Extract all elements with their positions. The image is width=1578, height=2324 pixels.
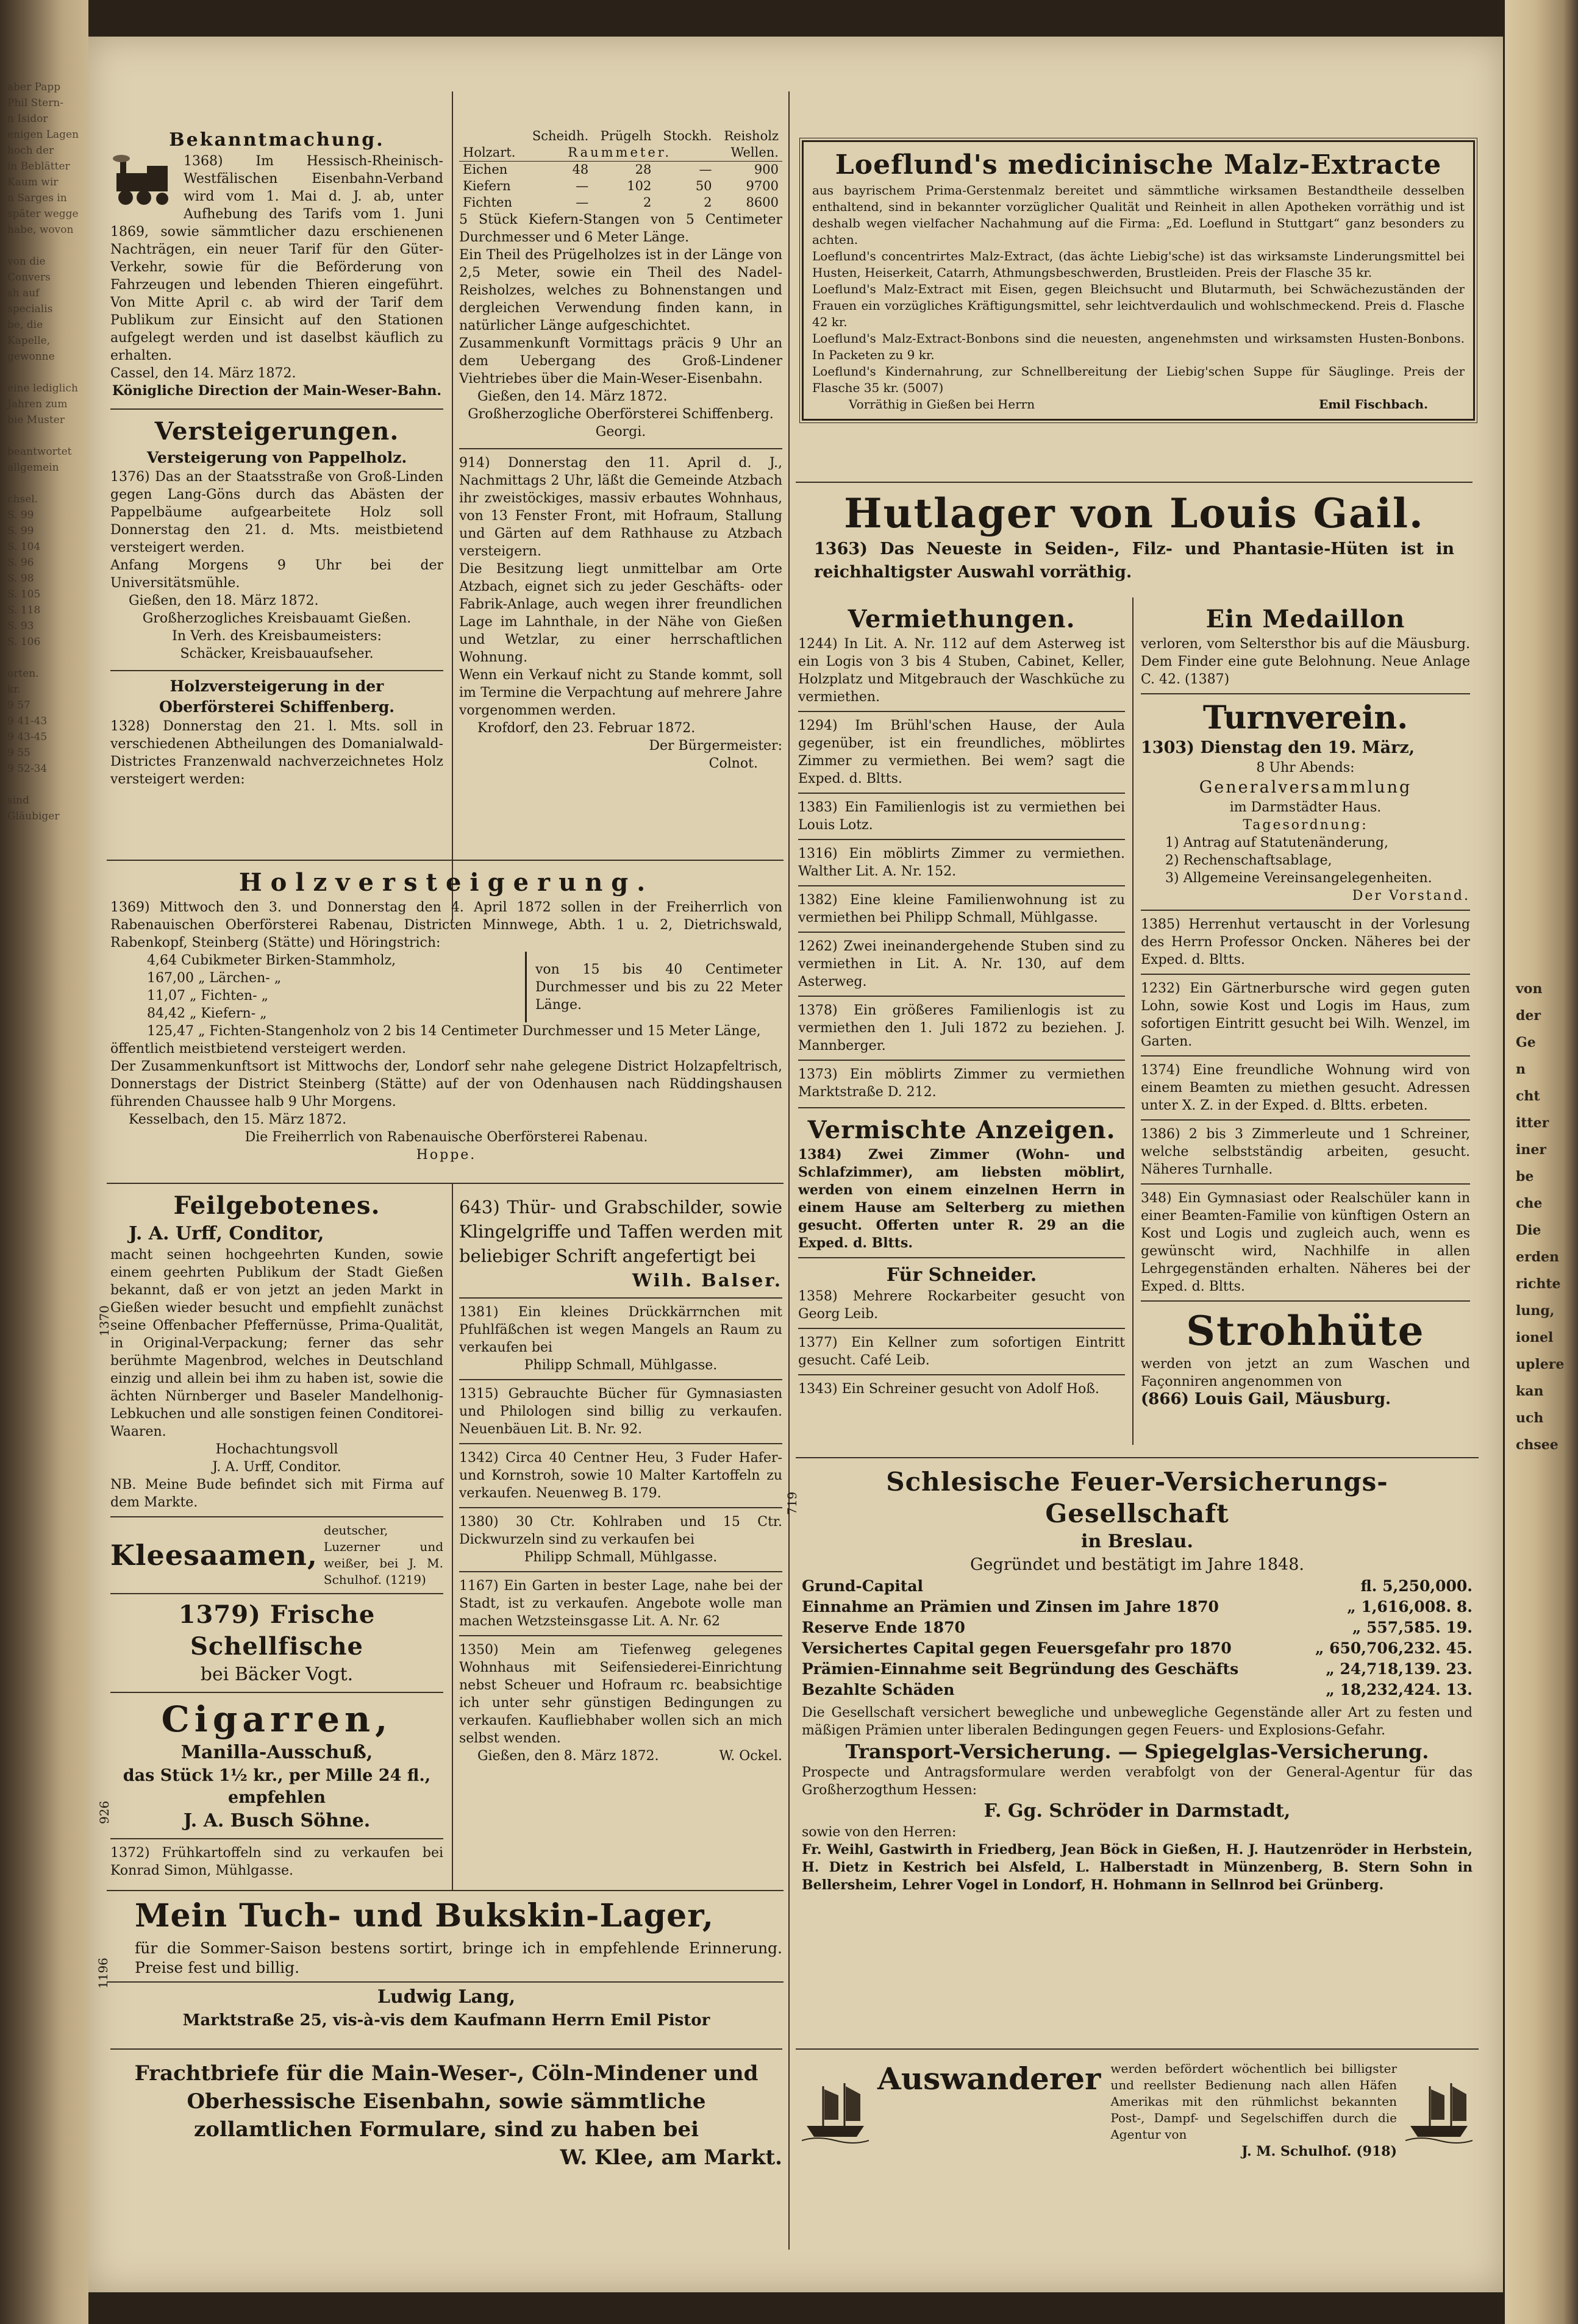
- ad-1350-date: Gießen, den 8. März 1872.: [477, 1748, 659, 1764]
- insurance-row-currency: „: [1347, 1598, 1356, 1616]
- holzversteigerung-list: [110, 952, 782, 1022]
- pappelholz-text: 1376) Das an der Staatsstraße von Groß-Linden gegen Lang-Göns durch das Abästen der Pappelbäume aufgearbeitete Holz soll Donnerstag den 21. d. Mts. meistbietend versteigert werden.: [110, 469, 443, 555]
- divider: [798, 793, 1125, 794]
- book-edge-right: [1505, 0, 1578, 2324]
- wood-after-table: 5 Stück Kiefern-Stangen von 5 Centimeter Durchmesser und 6 Meter Länge.: [459, 212, 782, 245]
- holzversteigerung-schiffenberg-text: 1328) Donnerstag den 21. l. Mts. soll in verschiedenen Abtheilungen des Domanialwald-Districtes Franzenwald nachverzeichnetes Holz versteigert werden:: [110, 719, 443, 787]
- section-rule: [107, 1981, 784, 1983]
- insurance-row: [802, 1617, 1473, 1638]
- divider: [1141, 1119, 1470, 1121]
- ad-1343: 1343) Ein Schreiner gesucht von Adolf Hoß.: [798, 1381, 1099, 1397]
- insurance-row-currency: „: [1352, 1619, 1362, 1636]
- table-cell: 9700: [746, 179, 779, 193]
- divider: [459, 1297, 782, 1299]
- table-cell: Kiefern: [463, 179, 511, 193]
- column-4: [1141, 604, 1470, 1408]
- section-rule: [107, 860, 784, 861]
- table-cell: —: [576, 179, 589, 193]
- insurance-row-label: Grund-Capital: [802, 1577, 924, 1595]
- pappelholz-signature: Großherzogliches Kreisbauamt Gießen.: [142, 611, 412, 626]
- urff-nb: NB. Meine Bude befindet sich mit Firma auf dem Markte.: [110, 1477, 443, 1510]
- ship-icon: [802, 2077, 869, 2144]
- ad-1316: 1316) Ein möblirts Zimmer zu vermiethen. Walther Lit. A. Nr. 152.: [798, 846, 1125, 879]
- fuer-schneider-heading: Für Schneider.: [886, 1264, 1037, 1286]
- ad-1383: 1383) Ein Familienlogis ist zu vermiethen bei Louis Lotz.: [798, 800, 1125, 833]
- divider: [110, 1593, 443, 1594]
- loeflund-footer: [812, 396, 1465, 413]
- column-2-bottom: [459, 1195, 782, 1765]
- ad-1378: 1378) Ein größeres Familienlogis ist zu vermiethen den 1. Juli 1872 zu beziehen. J. Mannberger.: [798, 1003, 1125, 1053]
- pappelholz-heading: Versteigerung von Pappelholz.: [146, 449, 407, 466]
- divider: [459, 448, 782, 449]
- atzbach-house-text-3: Wenn ein Verkauf nicht zu Stande kommt, soll im Termine die Verpachtung auf mehrere Jahre vorgenommen werden.: [459, 668, 782, 718]
- wood-table-header: [459, 128, 782, 144]
- auswanderer-heading: Auswanderer: [877, 2061, 1101, 2097]
- divider: [110, 1516, 443, 1517]
- urff-closing: Hochachtungsvoll: [215, 1442, 338, 1457]
- divider: [459, 1443, 782, 1444]
- turnverein-agenda-title: Tagesordnung:: [1243, 818, 1368, 833]
- insurance-text-3: sowie von den Herren:: [802, 1825, 957, 1840]
- divider: [1141, 693, 1470, 694]
- ad-1232: 1232) Ein Gärtnerbursche wird gegen guten Lohn, sowie Kost und Logis im Haus, zum sofortigen Eintritt gesucht bei Wilh. Wenzel, im Garten.: [1141, 981, 1470, 1049]
- wood-table: [459, 128, 782, 211]
- divider: [798, 839, 1125, 840]
- frachtbriefe-ad: [110, 2048, 782, 2172]
- vermiethungen-heading: Vermiethungen.: [848, 605, 1076, 633]
- holzversteigerung-signature-2: Hoppe.: [416, 1147, 477, 1163]
- insurance-row-label: Bezahlte Schäden: [802, 1681, 955, 1698]
- insurance-heading: Schlesische Feuer-Versicherungs-Gesellschaft: [886, 1467, 1388, 1528]
- auswanderer-signature: J. M. Schulhof. (918): [1241, 2144, 1397, 2159]
- ad-1294: 1294) Im Brühl'schen Hause, der Aula gegenüber, ist ein freundliches, möblirtes Zimmer zu vermiethen. Bei wem? sagt die Exped. d. Bltts.: [798, 718, 1125, 786]
- turnverein-time: 8 Uhr Abends:: [1256, 760, 1355, 775]
- pappelholz-signature-3: Schäcker, Kreisbauaufseher.: [180, 646, 374, 661]
- list-item: 1) Antrag auf Statutenänderung,: [1165, 835, 1388, 850]
- loeflund-ad: [802, 140, 1475, 421]
- ad-348: 348) Ein Gymnasiast oder Realschüler kann in einer Beamten-Familie von künftigen Ostern an Kost und Logis und zugleich auch, wenn es gewünscht wird, Nachhilfe in allen Lehrgegenständen erhalten. Näheres bei der Exped. d. Bltts.: [1141, 1191, 1470, 1294]
- column-rule: [1132, 597, 1134, 1445]
- kleesaamen-ad: [110, 1522, 443, 1588]
- insurance-row-label: Reserve Ende 1870: [802, 1619, 965, 1636]
- tuch-lager-footer: [110, 1985, 782, 2031]
- tuch-lager-address: Marktstraße 25, vis-à-vis dem Kaufmann Herrn Emil Pistor: [182, 2011, 710, 2030]
- insurance-agent: F. Gg. Schröder in Darmstadt,: [984, 1800, 1291, 1822]
- divider: [1141, 1183, 1470, 1185]
- list-item: Loeflund's Malz-Extract-Bonbons sind die neuesten, angenehmsten und wirksamsten Husten-Bonbons. In Packeten zu 9 kr.: [812, 331, 1465, 362]
- turnverein-place: im Darmstädter Haus.: [1229, 800, 1382, 815]
- holzversteigerung-heading: Holzversteigerung.: [238, 868, 654, 897]
- divider: [798, 1328, 1125, 1329]
- locomotive-icon: [110, 155, 177, 210]
- table-row: [459, 194, 782, 211]
- column-2-top: [459, 128, 782, 772]
- cigarren-signature: J. A. Busch Söhne.: [183, 1810, 371, 1831]
- grabschilder-text: 643) Thür- und Grabschilder, sowie Klingelgriffe und Taffen werden mit beliebiger Schrift angefertigt bei: [459, 1197, 782, 1266]
- divider: [110, 408, 443, 410]
- table-cell: 50: [695, 179, 712, 193]
- turnverein-generalversammlung: Generalversammlung: [1199, 778, 1412, 797]
- loeflund-footer-text: Vorräthig in Gießen bei Herrn: [849, 397, 1035, 412]
- list-item: 4,64 Cubikmeter Birken-Stammholz,: [147, 953, 396, 968]
- tuch-lager-name: Ludwig Lang,: [377, 1986, 516, 2008]
- atzbach-house-date: Krofdorf, den 23. Februar 1872.: [477, 721, 696, 736]
- ad-1380-signature: Philipp Schmall, Mühlgasse.: [524, 1550, 718, 1565]
- table-row: [459, 178, 782, 194]
- list-item: 84,42 „ Kiefern- „: [147, 1006, 267, 1021]
- feilgebotenes-heading: Feilgebotenes.: [173, 1191, 380, 1220]
- insurance-city: in Breslau.: [1081, 1531, 1193, 1552]
- tuch-lager-text: für die Sommer-Saison bestens sortirt, bringe ich in empfehlende Erinnerung. Preise fest und billig.: [135, 1939, 782, 1976]
- divider: [798, 1060, 1125, 1061]
- ad-1350-footer: [459, 1747, 782, 1765]
- atzbach-house-text-2: Die Besitzung liegt unmittelbar am Orte Atzbach, eignet sich zu jeder Geschäfts- oder Fabrik-Anlage, auch wegen ihrer freundlichen Lage im Lahnthale, in der Nähe von Gießen und Wetzlar, zu einer herrschaftlichen Wohnung.: [459, 561, 782, 665]
- divider: [459, 1507, 782, 1508]
- column-3: [798, 604, 1125, 1398]
- table-cell: —: [699, 162, 712, 177]
- ad-1350-signature: W. Ockel.: [719, 1748, 782, 1764]
- divider: [459, 1571, 782, 1572]
- table-row: [459, 162, 782, 179]
- divider: [798, 1107, 1125, 1108]
- cigarren-price: das Stück 1½ kr., per Mille 24 fl., empfehlen: [123, 1766, 431, 1807]
- strohhuete-text: werden von jetzt an zum Waschen und Façonniren angenommen von: [1141, 1356, 1470, 1389]
- insurance-founded: Gegründet und bestätigt im Jahre 1848.: [969, 1555, 1304, 1574]
- insurance-agents: Fr. Weihl, Gastwirth in Friedberg, Jean Böck in Gießen, H. J. Hautzenröder in Herbstein, H. Dietz in Kestrich bei Alsfeld, L. Halberstadt in Münzenberg, B. Stern Sohn in Bellersheim, Lehrer Vogel in Londorf, H. Hohmann in Sellnrod bei Grünberg.: [802, 1842, 1473, 1893]
- ad-1374: 1374) Eine freundliche Wohnung wird von einem Beamten zu miethen gesucht. Adressen unter X. Z. in der Exped. d. Bltts. erbeten.: [1141, 1063, 1470, 1113]
- ad-1358: 1358) Mehrere Rockarbeiter gesucht von Georg Leib.: [798, 1289, 1125, 1322]
- ad-number: 719: [785, 1491, 799, 1515]
- ad-1244: 1244) In Lit. A. Nr. 112 auf dem Asterweg ist ein Logis von 3 bis 4 Stuben, Cabinet, Keller, Holzplatz und Mitgebrauch der Waschküche zu vermiethen.: [798, 636, 1125, 705]
- insurance-text: Die Gesellschaft versichert bewegliche und unbewegliche Gegenstände aller Art zu festen und mäßigen Prämien unter liberalen Bedingungen gegen Feuers- und Explosions-Gefahr.: [802, 1705, 1473, 1738]
- pappelholz-date: Gießen, den 18. März 1872.: [129, 593, 319, 608]
- turnverein-heading: Turnverein.: [1202, 699, 1408, 736]
- urff-signature: J. A. Urff, Conditor.: [212, 1460, 341, 1475]
- column-rule: [788, 91, 790, 2250]
- adjacent-page-fragments-right: von der Ge n cht itter iner be che Die erden richte lung, ionel uplere kan uch chsee: [1516, 981, 1565, 1453]
- divider: [798, 1257, 1125, 1258]
- table-cell: Eichen: [463, 162, 508, 177]
- list-item: Loeflund's Malz-Extract mit Eisen, gegen Bleichsucht und Blutarmuth, bei Schwächezuständen der Frauen ein vorzügliches Kräftigungsmittel, sehr leichtverdaulich und wohlschmeckend. Preis d. Flasche 42 kr.: [812, 282, 1465, 329]
- wood-meeting: Zusammenkunft Vormittags präcis 9 Uhr an dem Uebergang des Groß-Lindener Viehtriebes über die Main-Weser-Eisenbahn.: [459, 336, 782, 387]
- table-cell: —: [576, 195, 589, 210]
- wood-note: Ein Theil des Prügelholzes ist in der Länge von 2,5 Meter, sowie ein Theil des Nadel-Reisholzes, welches zu Bohnenstangen und dergleichen Verwendung finden kann, in natürlicher Länge aufgeschichtet.: [459, 248, 782, 333]
- frachtbriefe-signature: W. Klee, am Markt.: [560, 2145, 782, 2170]
- insurance-row-currency: fl.: [1360, 1577, 1377, 1595]
- kleesaamen-text: deutscher, Luzerner und weißer, bei J. M. Schulhof. (1219): [323, 1523, 443, 1587]
- holzversteigerung-signature: Die Freiherrlich von Rabenauische Oberförsterei Rabenau.: [245, 1130, 648, 1145]
- list-item: 2) Rechenschaftsablage,: [1165, 853, 1332, 868]
- table-cell: 900: [754, 162, 779, 177]
- divider: [1141, 1055, 1470, 1057]
- adjacent-page-fragments: aber Papp Phil Stern- n Isidor enigen Lagen hoch der in Beblätter Kaum wir n Sarges in später wegge habe, wovon von die Convers sh auf specialis be, die Kapelle, gewonne eine lediglich Jahren zum bie Muster beantwortet allgemein chsel. S. 99 S. 99 S. 104 S. 96 S. 98 S. 105 S. 118 S. 93 S. 106 orten. kr. 9 57 9 41-43 9 43-45 9 55 9 52-34 sind Gläubiger: [7, 81, 79, 822]
- wood-table-subheader-cell: Holzart.: [463, 145, 516, 160]
- insurance-row-label: Einnahme an Prämien und Zinsen im Jahre 1870: [802, 1598, 1219, 1616]
- section-rule: [107, 1890, 784, 1891]
- divider: [798, 996, 1125, 997]
- divider: [1141, 910, 1470, 911]
- urff-heading: J. A. Urff, Conditor,: [129, 1223, 324, 1244]
- divider: [110, 670, 443, 671]
- wood-table-subheader-cell: Raummeter.: [568, 145, 672, 160]
- insurance-ad: [785, 1466, 1473, 1894]
- divider: [110, 1838, 443, 1839]
- insurance-row: [802, 1659, 1473, 1680]
- table-cell: Fichten: [463, 195, 512, 210]
- schellfische-heading: 1379) Frische Schellfische: [178, 1600, 376, 1661]
- ad-1377: 1377) Ein Kellner zum sofortigen Eintritt gesucht. Café Leib.: [798, 1335, 1125, 1368]
- loeflund-footer-signature: Emil Fischbach.: [1319, 397, 1428, 412]
- insurance-row-label: Versichertes Capital gegen Feuersgefahr pro 1870: [802, 1639, 1232, 1657]
- ad-number: 1196: [96, 1958, 110, 1989]
- insurance-row-currency: „: [1326, 1681, 1335, 1698]
- loeflund-heading: Loeflund's medicinische Malz-Extracte: [835, 149, 1442, 180]
- holzversteigerung-brace-note: von 15 bis 40 Centimeter Durchmesser und bis zu 22 Meter Länge.: [535, 961, 782, 1013]
- insurance-row: [802, 1597, 1473, 1617]
- divider: [110, 1692, 443, 1693]
- insurance-row-value: 557,585. 19.: [1366, 1619, 1473, 1636]
- hutlager-ad: [796, 482, 1473, 584]
- list-item: Loeflund's Kindernahrung, zur Schnellbereitung der Liebig'schen Suppe für Säuglinge. Preis der Flasche 35 kr. (5007): [812, 364, 1465, 395]
- cigarren-heading: Cigarren,: [161, 1698, 393, 1740]
- ad-1386: 1386) 2 bis 3 Zimmerleute und 1 Schreiner, welche selbstständig arbeiten, gesucht. Näheres Turnhalle.: [1141, 1127, 1470, 1177]
- wood-table-header-cell: Prügelh: [600, 129, 652, 143]
- tuch-lager-body: [110, 1939, 782, 1978]
- atzbach-house-signature-2: Colnot.: [709, 756, 758, 771]
- divider: [798, 711, 1125, 712]
- insurance-row-currency: „: [1326, 1660, 1335, 1678]
- insurance-row-value: 24,718,139. 23.: [1340, 1660, 1473, 1678]
- wood-table-subheader: [459, 144, 782, 162]
- ad-1384: 1384) Zwei Zimmer (Wohn- und Schlafzimmer), am liebsten möblirt, werden von einem einzelnen Herrn in einem Hause am Selterberg zu miethen gesucht. Offerten unter R. 29 an die Exped. d. Bltts.: [798, 1147, 1125, 1251]
- ad-1315: 1315) Gebrauchte Bücher für Gymnasiasten und Philologen sind billig zu verkaufen. Neuenbäuen Lit. B. Nr. 92.: [459, 1386, 782, 1437]
- auswanderer-body: [877, 2061, 1397, 2161]
- ad-1350: 1350) Mein am Tiefenweg gelegenes Wohnhaus mit Seifensiederei-Einrichtung nebst Scheuer und Hofraum rc. beabsichtige ich unter sehr günstigen Bedingungen zu verkaufen. Kaufliebhaber wollen sich an mich selbst wenden.: [459, 1642, 782, 1746]
- turnverein-signature: Der Vorstand.: [1352, 888, 1470, 904]
- section-rule: [107, 1183, 784, 1184]
- column-rule: [452, 1183, 453, 1890]
- list-item: Loeflund's concentrirtes Malz-Extract, (das ächte Liebig'sche) ist das wirksamste Linderungsmittel bei Husten, Heiserkeit, Catarrh, Athmungsbeschwerden, Brustleiden. Preis der Flasche 35 kr.: [812, 249, 1465, 280]
- pappelholz-signature-2: In Verh. des Kreisbaumeisters:: [172, 629, 382, 644]
- hutlager-heading: Hutlager von Louis Gail.: [844, 490, 1424, 537]
- list-item: 125,47 „ Fichten-Stangenholz von 2 bis 14 Centimeter Durchmesser und 15 Meter Länge,: [147, 1024, 761, 1039]
- holzversteigerung-text-3: Der Zusammenkunftsort ist Mittwochs der, Londorf sehr nahe gelegene District Holzapfeltrisch, Donnerstags der District Steinberg (Stätte) auf der von Odenhausen nach Rüddingshausen führenden Chaussee halb 9 Uhr Morgens.: [110, 1059, 782, 1110]
- column-rule: [452, 91, 453, 921]
- ad-number: 1370: [97, 1305, 112, 1336]
- insurance-row-label: Prämien-Einnahme seit Begründung des Geschäfts: [802, 1660, 1239, 1678]
- vermischte-anzeigen-heading: Vermischte Anzeigen.: [807, 1116, 1116, 1144]
- book-binding-left: [0, 0, 88, 2324]
- divider: [798, 1374, 1125, 1375]
- frachtbriefe-text: Frachtbriefe für die Main-Weser-, Cöln-Mindener und Oberhessische Eisenbahn, sowie sämmtliche zollamtlichen Formulare, sind zu haben bei: [134, 2061, 759, 2142]
- loeflund-text: aus bayrischem Prima-Gerstenmalz bereitet und sämmtliche wirksamen Bestandtheile desselben enthaltend, sind in bekannter vorzüglicher Qualität und Reinheit in allen Apotheken vorräthig und ist deshalb wegen vielfacher Nachahmung auf die Firma: „Ed. Loeflund in Stuttgart“ ganz besonders zu achten.: [812, 183, 1465, 247]
- newspaper-page: [88, 37, 1503, 2292]
- insurance-row-currency: „: [1315, 1639, 1324, 1657]
- medaillon-heading: Ein Medaillon: [1205, 605, 1405, 633]
- fruehkartoffeln-text: 1372) Frühkartoffeln sind zu verkaufen bei Konrad Simon, Mühlgasse.: [110, 1845, 443, 1878]
- section-rule: [796, 1457, 1479, 1458]
- list-item: 167,00 „ Lärchen- „: [147, 971, 282, 986]
- auswanderer-text: werden befördert wöchentlich bei billigster und reellster Bedienung nach allen Häfen Amerikas mit den rühmlichst bekannten Post-, Dampf- und Segelschiffen durch die Agentur von: [1110, 2061, 1397, 2142]
- divider: [459, 1379, 782, 1380]
- ad-1381-signature: Philipp Schmall, Mühlgasse.: [524, 1358, 718, 1373]
- turnverein-date: 1303) Dienstag den 19. März,: [1141, 738, 1415, 757]
- atzbach-house-signature: Der Bürgermeister:: [649, 738, 782, 754]
- bekanntmachung-text: 1368) Im Hessisch-Rheinisch-Westfälischen Eisenbahn-Verband wird vom 1. Mai d. J. ab, unter Aufhebung des Tarifs vom 1. Juni 1869, sowie sämmtlicher dazu erschienenen Nachträgen, ein neuer Tarif für den Güter-Verkehr, sowie für die Beförderung von Fahrzeugen und lebenden Thieren eingeführt. Von Mitte April c. ab wird der Tarif dem Publikum zur Einsicht auf den Stationen aufgelegt werden und ist daselbst käuflich zu erhalten.: [110, 154, 443, 363]
- insurance-row-value: 5,250,000.: [1382, 1577, 1473, 1595]
- wood-table-header-cell: Scheidh.: [532, 129, 589, 143]
- medaillon-text: verloren, vom Seltersthor bis auf die Mäusburg. Dem Finder eine gute Belohnung. Neue Anlage C. 42. (1387): [1141, 636, 1470, 687]
- ad-1381: 1381) Ein kleines Drückkärrnchen mit Pfuhlfäßchen ist wegen Mangels an Raum zu verkaufen bei: [459, 1305, 782, 1355]
- divider: [459, 1635, 782, 1636]
- wood-signature-2: Georgi.: [595, 424, 646, 440]
- insurance-row-value: 650,706,232. 45.: [1329, 1639, 1473, 1657]
- versteigerungen-heading: Versteigerungen.: [154, 417, 399, 446]
- divider: [1141, 1300, 1470, 1302]
- strohhuete-heading: Strohhüte: [1186, 1307, 1425, 1355]
- insurance-row-value: 1,616,008. 8.: [1361, 1598, 1473, 1616]
- ad-1382: 1382) Eine kleine Familienwohnung ist zu vermiethen bei Philipp Schmall, Mühlgasse.: [798, 893, 1125, 925]
- wood-date: Gießen, den 14. März 1872.: [477, 389, 668, 404]
- kleesaamen-heading: Kleesaamen,: [110, 1539, 318, 1572]
- schellfische-text: bei Bäcker Vogt.: [200, 1664, 354, 1685]
- insurance-row: [802, 1576, 1473, 1597]
- ship-icon: [1405, 2077, 1473, 2144]
- holzversteigerung-schiffenberg-heading: Holzversteigerung in der Oberförsterei Schiffenberg.: [159, 677, 395, 716]
- ad-1385: 1385) Herrenhut vertauscht in der Vorlesung des Herrn Professor Oncken. Näheres bei der Exped. d. Bltts.: [1141, 917, 1470, 968]
- atzbach-house-text: 914) Donnerstag den 11. April d. J., Nachmittags 2 Uhr, läßt die Gemeinde Atzbach ihr zweistöckiges, massiv erbautes Wohnhaus, von 13 Fenster Front, mit Hofraum, Stallung und Gärten auf dem Rathhause zu Atzbach versteigern.: [459, 455, 782, 559]
- hutlager-text: 1363) Das Neueste in Seiden-, Filz- und Phantasie-Hüten ist in reichhaltigster Auswahl vorräthig.: [814, 540, 1454, 582]
- bekanntmachung-signature: Königliche Direction der Main-Weser-Bahn.: [112, 383, 442, 399]
- bekanntmachung-date: Cassel, den 14. März 1872.: [110, 366, 296, 381]
- tuch-lager-heading: Mein Tuch- und Bukskin-Lager,: [135, 1897, 714, 1934]
- insurance-row: [802, 1638, 1473, 1659]
- table-cell: 8600: [746, 195, 779, 210]
- column-1-top: [110, 128, 443, 788]
- cigarren-sub: Manilla-Ausschuß,: [180, 1742, 373, 1763]
- table-cell: 48: [572, 162, 589, 177]
- wood-table-header-cell: Reisholz: [724, 129, 779, 143]
- holzversteigerung-text: 1369) Mittwoch den 3. und Donnerstag den 4. April 1872 sollen in der Freiherrlich von Rabenauischen Oberförsterei Rabenau, Districten Minnwege, Abth. 1 u. 2, Dietrichswald, Rabenkopf, Steinberg (Stätte) und Höringstrich:: [110, 900, 782, 950]
- section-rule: [796, 2048, 1479, 2050]
- insurance-text-2: Prospecte und Antragsformulare werden verabfolgt von der General-Agentur für das Großherzogthum Hessen:: [802, 1765, 1473, 1798]
- divider: [798, 885, 1125, 886]
- table-cell: 2: [704, 195, 712, 210]
- table-cell: 2: [643, 195, 652, 210]
- pappelholz-text-2: Anfang Morgens 9 Uhr bei der Universitätsmühle.: [110, 558, 443, 591]
- table-cell: 28: [635, 162, 652, 177]
- ad-1167: 1167) Ein Garten in bester Lage, nahe bei der Stadt, ist zu verkaufen. Angebote wolle man machen Wetzsteinsgasse Lit. A. Nr. 62: [459, 1578, 782, 1629]
- ad-1373: 1373) Ein möblirts Zimmer zu vermiethen Marktstraße D. 212.: [798, 1067, 1125, 1100]
- ad-1380: 1380) 30 Ctr. Kohlraben und 15 Ctr. Dickwurzeln sind zu verkaufen bei: [459, 1514, 782, 1547]
- holzversteigerung-rabenau: [110, 867, 782, 1164]
- insurance-row-value: 18,232,424. 13.: [1340, 1681, 1473, 1698]
- divider: [798, 932, 1125, 933]
- wood-signature: Großherzogliche Oberförsterei Schiffenberg.: [468, 407, 774, 422]
- auswanderer-ad: [802, 2061, 1473, 2161]
- bekanntmachung-heading: Bekanntmachung.: [169, 129, 385, 151]
- holzversteigerung-text-2: öffentlich meistbietend versteigert werden.: [110, 1041, 406, 1057]
- list-item: 3) Allgemeine Vereinsangelegenheiten.: [1165, 871, 1432, 886]
- strohhuete-signature: (866) Louis Gail, Mäusburg.: [1141, 1390, 1391, 1408]
- holzversteigerung-date: Kesselbach, den 15. März 1872.: [129, 1112, 347, 1127]
- ad-number: 926: [97, 1800, 112, 1824]
- column-1-bottom: [97, 1190, 443, 1880]
- insurance-transport: Transport-Versicherung. — Spiegelglas-Versicherung.: [845, 1740, 1429, 1763]
- grabschilder-signature: Wilh. Balser.: [632, 1270, 782, 1291]
- wood-table-header-cell: Stockh.: [663, 129, 712, 143]
- urff-text: macht seinen hochgeehrten Kunden, sowie einem geehrten Publikum der Stadt Gießen bekannt, daß er von jetzt an jeden Markt in Gießen wieder besucht und empfiehlt zunächst seine Offenbacher Pfeffernüsse, Prima-Qualität, in Original-Verpackung; ferner das sehr berühmte Magenbrod, welches in Deutschland einzig und allein bei ihm zu haben ist, sowie die ächten Nürnberger und Baseler Mandelhonig-Lebkuchen und alle sonstigen feinen Conditorei-Waaren.: [110, 1247, 443, 1439]
- ad-1342: 1342) Circa 40 Centner Heu, 3 Fuder Hafer- und Kornstroh, sowie 10 Malter Kartoffeln zu verkaufen. Neuenweg B. 179.: [459, 1450, 782, 1501]
- divider: [1141, 974, 1470, 975]
- ad-1262: 1262) Zwei ineinandergehende Stuben sind zu vermiethen in Lit. A. Nr. 130, auf dem Asterweg.: [798, 939, 1125, 989]
- list-item: 11,07 „ Fichten- „: [147, 988, 269, 1003]
- table-cell: 102: [627, 179, 652, 193]
- insurance-row: [802, 1680, 1473, 1700]
- wood-table-subheader-cell: Wellen.: [730, 145, 779, 160]
